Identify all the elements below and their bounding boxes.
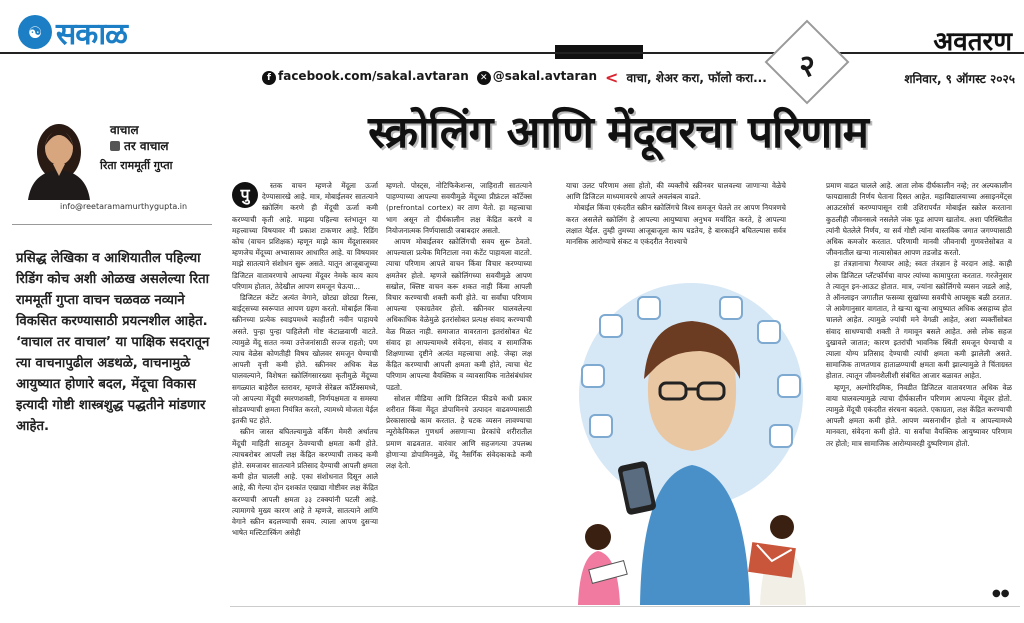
article-column-4	[826, 180, 1012, 592]
article-paragraph: म्हणतो. पोस्ट्स, नोटिफिकेशन्स, जाहिराती सातत्याने पाहण्याच्या आपल्या सवयीमुळे मेंदूच्या प्रीफ्रंटल कॉर्टेक्स (prefrontal cortex) वर ताण येतो. हा महत्त्वाचा भाग असून तो दीर्घकालीन लक्ष केंद्रित करणे व नियोजनात्मक निर्णयासाठी जबाबदार असतो.	[386, 181, 532, 235]
issue-date: शनिवार, ९ ऑगस्ट २०२५	[904, 72, 1015, 86]
facebook-icon: f	[262, 71, 276, 85]
footer-rule	[230, 606, 1020, 607]
article-paragraph: हा तंत्रज्ञानाचा गैरवापर आहे; स्वतः तंत्रज्ञान हे वरदान आहे. काही लोक डिजिटल प्लॅटफॉर्मचा वापर त्यांच्या कामापुरता करतात. गरजेनुसार ते त्यातून इन-आऊट होतात. मात्र, ज्यांना स्क्रोलिंगचे व्यसन जडले आहे, ते ऑनलाइन जगातील फसव्या सुखांच्या सवयीचे आपसूक बळी ठरतात. जे आवेगानुसार वागतात, ते खऱ्या खुऱ्या आयुष्यात अधिक असहाय्य होत चालले आहेत. त्यामुळे ज्यांची मने वेगळी आहेत, अशा व्यक्तींसोबत संवाद साधण्याची शक्ती ते गमावून बसले आहेत. असे लोक सहज दुखावले जातात; कारण इतरांची भावनिक स्थिती समजून घेण्याची व त्याला योग्य प्रतिसाद देण्याची त्यांची क्षमता कमी झालेली असते. सामाजिक ताणतणाव हाताळण्याची क्षमता कमी झाल्यामुळे ते चिंताग्रस्त होतात. त्यातून जीवनशैलीशी संबंधित आजार बळावत आहेत.	[826, 259, 1012, 381]
article-paragraph: प्रमाण वाढत चालले आहे. आता लोक दीर्घकालीन नव्हे; तर अल्पकालीन फायद्यासाठी निर्णय घेताना दिसत आहेत. महाविद्यालयाच्या असाइनमेंट्स आऊटसोर्स करण्यापासून रात्री उशिरापर्यंत मोबाईल स्क्रोल करताना कुठलीही जीवनसत्वे नसलेले जंक फूड आपण खातोय. अशा परिस्थितीत त्यांनी घेतलेले निर्णय, या सर्व गोष्टी त्यांना वास्तविक जगात जगण्यासाठी अधिक कमजोर करतात. परिणामी मानवी जीवनाची गुणवत्तेसोबत व जीवनातील खऱ्या नात्यासोबत आपण तडजोड करतो.	[826, 181, 1012, 258]
end-mark-icon: ●●	[992, 588, 1010, 599]
article-paragraph: सोशल मीडिया आणि डिजिटल फीडचे कधी प्रकार शरीरात किंवा मेंदूत डोपामिनचे उत्पादन वाढवण्यासाठी प्रेरकासारखे काम करतात. हे घटक व्यसन लावण्याचा न्यूरोकेमिकल गुणधर्म असणाऱ्या प्रेरकांचे शरीरातील प्रमाण वाढवतात. वारंवार आणि सहजगत्या उपलब्ध होणाऱ्या डोपामिनमुळे, मेंदू नैसर्गिक संवेदकाकडे कमी लक्ष देतो.	[386, 393, 532, 471]
sakal-logo[interactable]	[18, 10, 150, 54]
author-name: रिता राममूर्ती गुप्ता	[100, 159, 173, 172]
x-handle: @sakal.avtaran	[492, 69, 598, 83]
article-paragraph: मोबाईल किंवा एकंदरीत स्क्रीन स्क्रोलिंगचे विश्व समजून घेतले तर आपण नियत्रणचे करत असलेले स्क्रोलिंग हे आपल्या आयुष्याचा अनुभव मर्यादित करते, हे आपल्या लक्षात येईल. तुम्ही तुमच्या आजूबाजूला काय घडतेय, हे बारकाईने बघितल्यास सर्वत्र मानसिक आरोग्याचे संकट व एकंदरीत नैराश्याचे	[566, 203, 786, 247]
article-paragraph: म्हणून, अल्गोरिदमिक, निवडीत डिजिटल वातावरणात अधिक वेळ वाया घालवल्यामुळे त्याचा दीर्घकालीन परिणाम आपल्या मेंदूवर होतो. त्यामुळे मेंदूची एकंदरीत संरचना बदलते. एकाग्रता, लक्ष केंद्रित करण्याची आपली क्षमता कमी होते. आपण व्यसनाधीन होतो व आपल्यामध्ये मानवता, संवेदना कमी होते. या सर्वांचा वैयक्तिक आयुष्यावर परिणाम तर होतो; मात्र सामाजिक आरोग्यावरही दुष्परिणाम होतो.	[826, 382, 1012, 448]
facebook-handle: facebook.com/sakal.avtaran	[278, 69, 469, 83]
x-link[interactable]	[477, 69, 597, 85]
article-paragraph: डिजिटल कंटेंट अत्यंत वेगाने, छोट्या छोट्या रिल्स, बाईट्सच्या स्वरूपात आपण ग्रहण करतो. मोबाईल किंवा स्क्रीनच्या प्रत्येक स्वाइपमध्ये काहीतरी नवीन पाहायचे असते. पुन्हा पुन्हा पाहिलेली गोष्ट कंटाळवाणी वाटते. त्यामुळे मेंदू सतत नव्या उत्तेजनांसाठी सज्ज राहतो; पण त्याच वेळेस कोणतीही विषय खोलवर समजून घेण्याची आपली वृत्ती कमी होते. स्क्रीनवर अधिक वेळ घालवल्याने, विशेषतः स्क्रोलिंगसारख्या कृतीमुळे मेंदूच्या सगळ्यात बाहेरील स्तरावर, म्हणजे सेरेब्रल कॉर्टेक्समध्ये, जो आपल्या मेंदूची स्मरणशक्ती, निर्णयक्षमता व समस्या सोडवण्याची क्षमता नियंत्रित करतो, त्यामध्ये मोजता येईल इतकी घट होते.	[232, 293, 378, 426]
article-column-3	[566, 180, 786, 272]
article-paragraph: स्क्रीन जास्त बघितल्यामुळे वर्किंग मेमरी अर्थातच मेंदूची माहिती साठवून ठेवण्याची क्षमता कमी होते. त्याचबरोबर आपली लक्ष केंद्रित करण्याची ताकद कमी होते. समजावर सातत्याने प्रतिसाद देण्याची आपली क्षमता कमी होत चालली आहे. एका संशोधनात दिसून आले आहे, की गेल्या दोन दशकांत एखाद्या गोष्टीवर लक्ष केंद्रित करण्याची आपली क्षमता ३३ टक्क्यांनी घटली आहे. त्यामागचे मुख्य कारण आहे ते म्हणजे, सातत्याने आणि वेगाने स्क्रीन बदलण्याची सवय. त्याला आपण दुसऱ्या भाषेत मल्टिटास्किंग असेही	[232, 427, 378, 538]
facebook-link[interactable]	[262, 69, 469, 85]
article-column-2	[386, 180, 532, 592]
share-icon[interactable]: <	[605, 67, 619, 87]
social-tagline: वाचा, शेअर करा, फॉलो करा...	[626, 70, 767, 85]
column-title	[110, 122, 200, 156]
headline: स्क्रोलिंग आणि मेंदूवरचा परिणाम	[368, 107, 868, 158]
scrolling-illustration	[560, 275, 822, 605]
social-links	[262, 66, 767, 88]
x-icon: ✕	[477, 71, 491, 85]
sidebar-rule	[12, 224, 212, 225]
masthead-rule	[0, 52, 1024, 54]
author-email[interactable]: info@reetaramamurthygupta.in	[60, 202, 188, 211]
column-title-line1: वाचाल	[110, 123, 139, 137]
article-paragraph: याचा उलट परिणाम असा होतो, की व्यक्तीचे स्क्रीनवर घालवल्या जाणाऱ्या वेळेचे आणि डिजिटल माध्यमावरचे आपले अवलंबत्व वाढते.	[566, 181, 786, 202]
author-bio: प्रसिद्ध लेखिका व आशियातील पहिल्या रिडिंग कोच अशी ओळख असलेल्या रिता राममूर्ती गुप्ता वाचन चळवळ नव्याने विकसित करण्यासाठी प्रयत्नशील आहेत. ‘वाचाल तर वाचाल’ या पाक्षिक सदरातून त्या वाचनापुढील अडथळे, वाचनामुळे आयुष्यात होणारे बदल, मेंदूचा विकास इत्यादी गोष्टी शास्त्रशुद्ध पद्धतीने मांडणार आहेत.	[16, 251, 210, 434]
page-number: २	[799, 48, 815, 84]
sakal-emblem-icon: ☯	[18, 15, 52, 49]
article-paragraph: आपण मोबाईलवर स्क्रोलिंगची सवय सुरू ठेवतो. आपल्याला प्रत्येक मिनिटाला नवा कंटेंट पाहायला वाटतो. त्याचा परिणाम आपले वाचन किंवा विचार करण्याच्या क्षमतेवर होतो. म्हणजे स्क्रोलिंगच्या सवयीमुळे आपण सखोल, क्लिष्ट वाचन करू शकत नाही किंवा आपली विचार करण्याची शक्ती कमी होते. या सर्वांचा परिणाम आपल्या एकाग्रतेवर होतो. स्क्रीनवर घालवलेल्या अधिकाधिक वेळेमुळे इतरांसोबत प्रत्यक्ष संवाद करण्याची वेळ मिळत नाही. समाजात वावरताना इतरांसोबत थेट संवाद हा आपल्यामध्ये संवेदना, संवाद व सामाजिक शिक्षणाच्या दृष्टीने अत्यंत महत्त्वाचा आहे. जेव्हा लक्ष केंद्रित करण्याची आपली क्षमता कमी होते, त्याचा थेट परिणाम आपल्या वैयक्तिक व व्यावसायिक नातेसंबंधांवर पडतो.	[386, 237, 532, 392]
author-portrait	[18, 110, 100, 200]
column-title-line2: तर वाचाल	[110, 138, 200, 154]
section-title: अवतरण	[933, 27, 1012, 57]
dropcap: पु	[232, 182, 258, 208]
logo-text: सकाळ	[56, 16, 127, 52]
article-paragraph: स्तक वाचन म्हणजे मेंदूला ऊर्जा देण्यासारखे आहे. मात्र, मोबाईलवर सातत्याने स्क्रोलिंग करणे ही मेंदूची ऊर्जा कमी करण्याची कृती आहे. माझ्या पहिल्या स्तंभातून या महत्त्वाच्या विषयावर मी प्रकाश टाकणार आहे. रिडिंग कोच (वाचन प्रशिक्षक) म्हणून माझे काम मेंदूशास्त्रावर म्हणजेच मेंदूच्या अभ्यासावर आधारित आहे. या विषयावर माझे सातत्याने संशोधन सुरू असते. यातून आजूबाजूच्या डिजिटल वातावरणाचे आपल्या मेंदूवर नेमके काय काय परिणाम होतात, तेदेखील आपण समजून घेऊया...	[232, 181, 378, 291]
article-column-1	[232, 180, 378, 592]
